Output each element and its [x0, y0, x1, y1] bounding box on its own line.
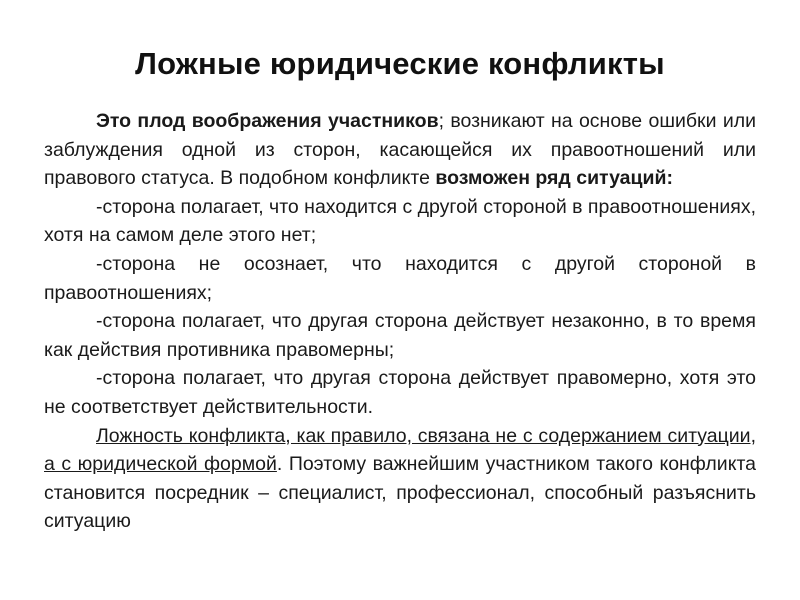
list-item: -сторона полагает, что находится с другой стороной в правоотношениях, хотя на самом деле этого нет;	[44, 195, 756, 247]
slide-body	[44, 107, 756, 536]
slide-title: Ложные юридические конфликты	[135, 46, 665, 81]
list-item: -сторона полагает, что другая сторона действует незаконно, в то время как действия противника правомерны;	[44, 310, 756, 361]
conclusion-underlined: Ложность конфликта, как правило, связана не с содержанием ситуации, а с юридической формой	[44, 424, 756, 476]
list-item: -сторона не осознает, что находится с другой стороной в правоотношениях;	[44, 252, 756, 304]
intro-text: ; возникают на основе ошибки или заблуждения одной из сторон, касающейся их правоотношений или правового статуса. В подобном конфликте	[44, 110, 756, 190]
intro-paragraph	[44, 107, 756, 193]
intro-lead-bold: Это плод воображения участников	[96, 110, 439, 132]
intro-tail-bold: возможен ряд ситуаций:	[435, 167, 673, 190]
list-item: -сторона полагает, что другая сторона действует правомерно, хотя это не соответствует действительности.	[44, 367, 756, 418]
conclusion-text: . Поэтому важнейшим участником такого конфликта становится посредник – специалист, профессионал, способный разъяснить ситуацию	[44, 453, 756, 533]
conclusion-paragraph	[44, 422, 756, 536]
